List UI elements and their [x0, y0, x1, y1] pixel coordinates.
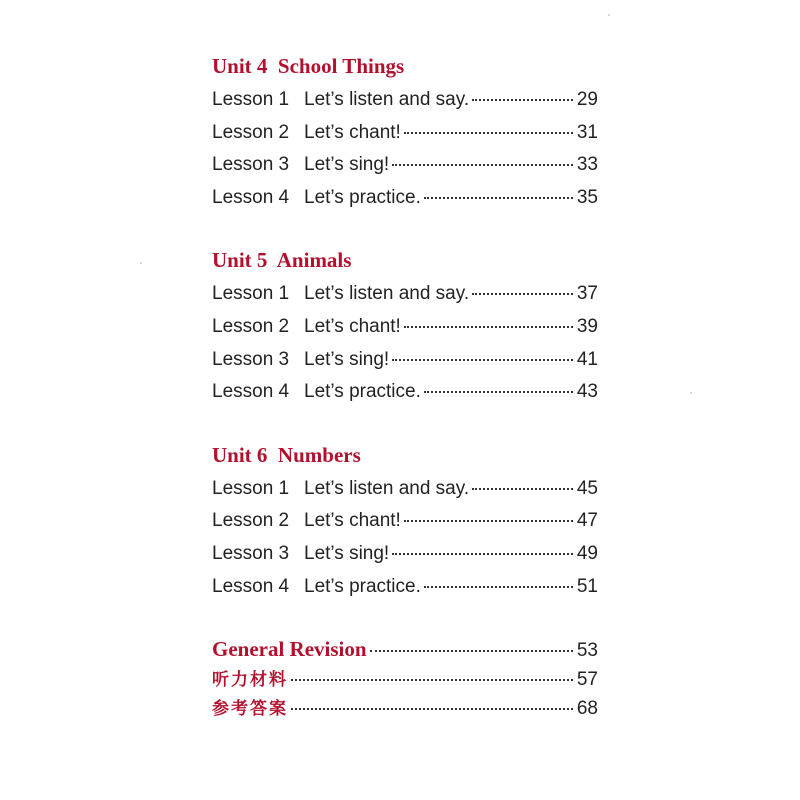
dot-leader [392, 359, 573, 361]
page-number: 41 [576, 348, 598, 370]
dot-leader [291, 679, 573, 681]
lesson-title: Let’s chant! [304, 510, 401, 532]
unit-title: Unit 4 School Things [212, 54, 405, 78]
page-number: 29 [576, 89, 598, 110]
toc-entry[interactable] [212, 473, 598, 506]
paper-speck [140, 262, 142, 264]
lesson-number: Lesson 3 [212, 154, 290, 176]
dot-leader [392, 164, 573, 166]
page-number: 37 [576, 283, 598, 305]
lesson-title: Let’s chant! [304, 121, 401, 143]
listening-materials-title: 听力材料 [212, 669, 288, 690]
dot-leader [404, 132, 573, 134]
toc-entry[interactable] [212, 117, 598, 150]
page-number: 39 [576, 315, 598, 337]
unit-title: Unit 5 Animals [212, 248, 352, 273]
lesson-number: Lesson 1 [212, 477, 290, 499]
unit-section [212, 246, 598, 408]
lesson-number: Lesson 4 [212, 381, 290, 403]
lesson-number: Lesson 1 [212, 89, 290, 110]
toc-entry[interactable] [212, 571, 598, 604]
toc-entry[interactable] [212, 505, 598, 538]
dot-leader [424, 586, 573, 588]
page-number: 33 [576, 154, 598, 176]
page-number: 53 [576, 640, 598, 662]
toc-entry-answer-key[interactable] [212, 694, 598, 724]
lesson-title: Let’s practice. [304, 186, 421, 208]
lesson-title: Let’s practice. [304, 381, 421, 403]
page-number: 49 [576, 542, 598, 564]
toc-entry-general-revision[interactable] [212, 635, 598, 665]
lesson-number: Lesson 3 [212, 348, 290, 370]
toc-entry-listening-materials[interactable] [212, 665, 598, 695]
lesson-title: Let’s practice. [304, 575, 421, 597]
dot-leader [472, 293, 573, 295]
toc-entry[interactable] [212, 344, 598, 377]
page-number: 45 [576, 477, 598, 499]
unit-section [212, 441, 598, 603]
toc-entry[interactable] [212, 538, 598, 571]
toc-entry[interactable] [212, 278, 598, 311]
general-revision-title: General Revision [212, 637, 367, 662]
appendix-section [212, 635, 598, 724]
page-number: 47 [576, 510, 598, 532]
dot-leader [291, 708, 573, 710]
toc-entry[interactable] [212, 182, 598, 215]
lesson-title: Let’s sing! [304, 154, 390, 176]
table-of-contents [212, 52, 598, 724]
dot-leader [392, 553, 573, 555]
lesson-title: Let’s chant! [304, 315, 401, 337]
page-number: 68 [576, 698, 598, 720]
lesson-title: Let’s sing! [304, 542, 390, 564]
lesson-number: Lesson 1 [212, 283, 290, 305]
lesson-number: Lesson 4 [212, 575, 290, 597]
page-number: 31 [576, 121, 598, 143]
lesson-title: Let’s listen and say. [304, 283, 470, 305]
page-number: 51 [576, 575, 598, 597]
toc-entry[interactable] [212, 311, 598, 344]
lesson-number: Lesson 2 [212, 315, 290, 337]
dot-leader [424, 197, 573, 199]
lesson-number: Lesson 3 [212, 542, 290, 564]
toc-entry[interactable] [212, 84, 598, 117]
dot-leader [404, 520, 573, 522]
unit-section [212, 52, 598, 214]
toc-entry[interactable] [212, 376, 598, 409]
toc-entry[interactable] [212, 149, 598, 182]
lesson-number: Lesson 2 [212, 121, 290, 143]
answer-key-title: 参考答案 [212, 699, 288, 720]
paper-speck [690, 392, 692, 394]
dot-leader [472, 99, 573, 101]
unit-title: Unit 6 Numbers [212, 442, 361, 467]
dot-leader [472, 488, 573, 490]
page-number: 57 [576, 668, 598, 690]
lesson-title: Let’s sing! [304, 348, 390, 370]
lesson-title: Let’s listen and say. [304, 89, 470, 110]
lesson-number: Lesson 2 [212, 510, 290, 532]
dot-leader [404, 326, 573, 328]
lesson-number: Lesson 4 [212, 186, 290, 208]
dot-leader [424, 391, 573, 393]
page-number: 35 [576, 186, 598, 208]
dot-leader [370, 650, 573, 652]
lesson-title: Let’s listen and say. [304, 477, 470, 499]
page-number: 43 [576, 381, 598, 403]
paper-speck [608, 14, 610, 16]
